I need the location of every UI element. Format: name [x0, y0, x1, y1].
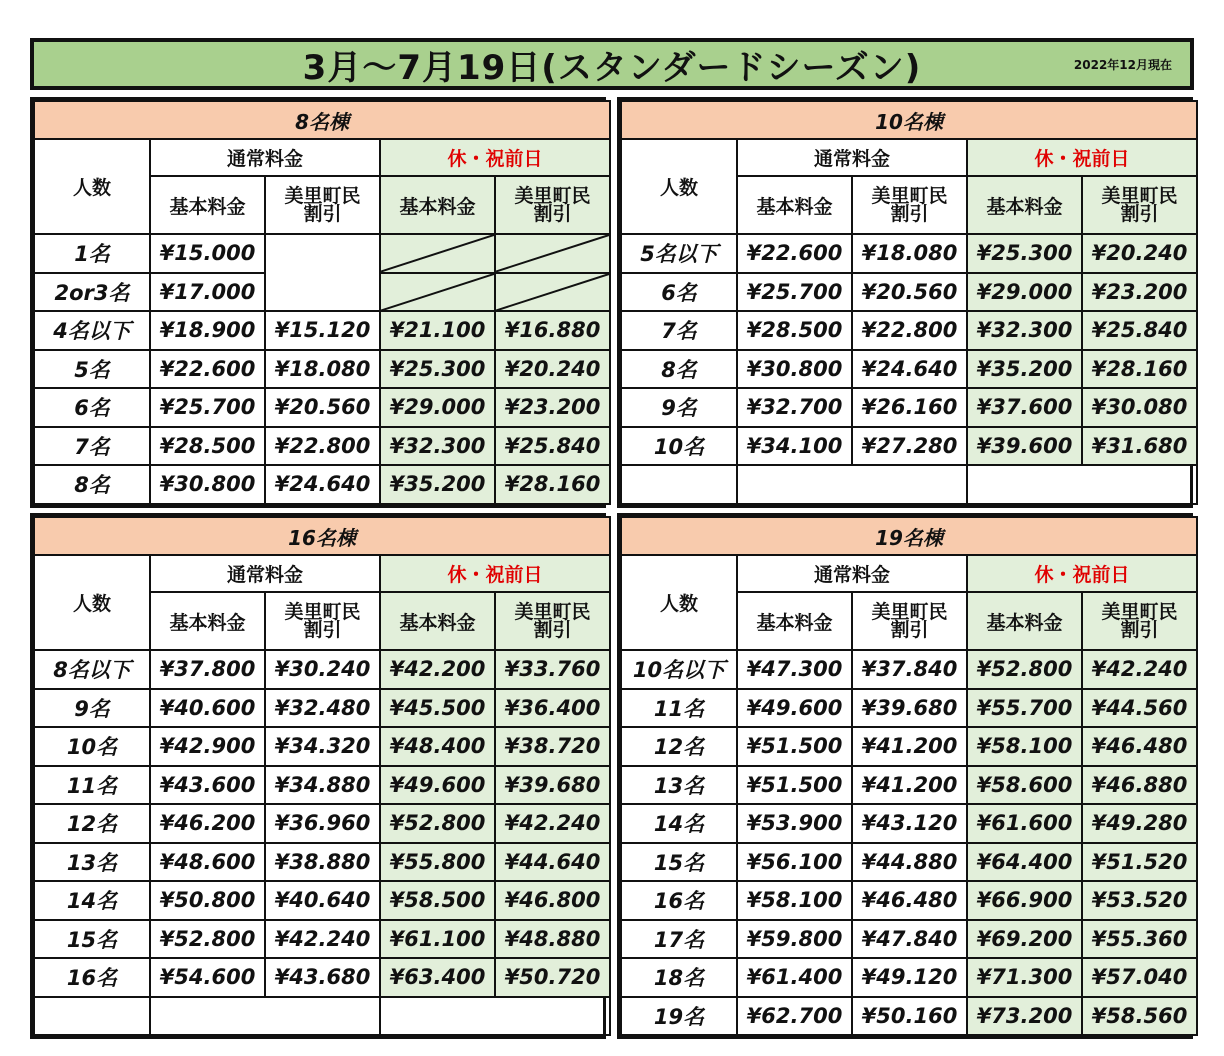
- header-holiday-discount: 美里町民 割引: [495, 176, 610, 234]
- holiday-discount-price: ¥28.160: [1082, 350, 1197, 389]
- base-price: ¥22.600: [150, 350, 265, 389]
- holiday-discount-price: ¥58.560: [1082, 997, 1197, 1036]
- holiday-discount-price: ¥25.840: [495, 427, 610, 466]
- people-cell: 11名: [34, 766, 150, 805]
- holiday-base-price: ¥64.400: [967, 843, 1082, 882]
- discount-price: ¥20.560: [265, 388, 380, 427]
- holiday-discount-price: ¥44.560: [1082, 689, 1197, 728]
- holiday-discount-price: ¥42.240: [495, 804, 610, 843]
- holiday-discount-price: ¥46.480: [1082, 727, 1197, 766]
- table-row: [621, 766, 1197, 805]
- block-name: 16名棟: [34, 517, 610, 555]
- holiday-discount-price: ¥23.200: [1082, 273, 1197, 312]
- discount-price: ¥24.640: [265, 465, 380, 504]
- discount-price: ¥39.680: [852, 689, 967, 728]
- holiday-discount-price: ¥31.680: [1082, 427, 1197, 466]
- empty-cell: [967, 465, 1197, 504]
- page-title: 3月～7月19日(スタンダードシーズン): [302, 47, 922, 88]
- base-price: ¥25.700: [737, 273, 852, 312]
- base-price: ¥46.200: [150, 804, 265, 843]
- table-row: [34, 427, 610, 466]
- as-of-date: 2022年12月現在: [1073, 58, 1172, 72]
- table-row: [34, 920, 610, 959]
- people-cell: 18名: [621, 958, 737, 997]
- not-applicable-cell: [495, 234, 610, 273]
- base-price: ¥51.500: [737, 766, 852, 805]
- empty-cell: [380, 997, 610, 1036]
- base-price: ¥17.000: [150, 273, 265, 312]
- discount-price: ¥43.680: [265, 958, 380, 997]
- discount-price: ¥34.880: [265, 766, 380, 805]
- holiday-discount-price: ¥46.880: [1082, 766, 1197, 805]
- table-row: [34, 650, 610, 689]
- not-applicable-cell: [380, 234, 495, 273]
- holiday-discount-price: ¥33.760: [495, 650, 610, 689]
- base-price: ¥47.300: [737, 650, 852, 689]
- header-holiday-discount: 美里町民 割引: [1082, 176, 1197, 234]
- table-row: [621, 843, 1197, 882]
- table-row: [34, 804, 610, 843]
- holiday-base-price: ¥58.100: [967, 727, 1082, 766]
- holiday-base-price: ¥32.300: [967, 311, 1082, 350]
- table-row: [34, 843, 610, 882]
- base-price: ¥42.900: [150, 727, 265, 766]
- people-cell: 7名: [34, 427, 150, 466]
- holiday-base-price: ¥61.600: [967, 804, 1082, 843]
- table-row: [621, 650, 1197, 689]
- header-discount: 美里町民 割引: [265, 592, 380, 650]
- empty-cell: [34, 997, 150, 1036]
- base-price: ¥51.500: [737, 727, 852, 766]
- discount-price: ¥20.560: [852, 273, 967, 312]
- holiday-base-price: ¥25.300: [380, 350, 495, 389]
- base-price: ¥18.900: [150, 311, 265, 350]
- header-people: 人数: [34, 139, 150, 234]
- holiday-discount-price: ¥38.720: [495, 727, 610, 766]
- base-price: ¥61.400: [737, 958, 852, 997]
- table-row: [34, 727, 610, 766]
- people-cell: 12名: [34, 804, 150, 843]
- empty-cell: [621, 465, 737, 504]
- header-regular: 通常料金: [737, 555, 967, 592]
- holiday-base-price: ¥35.200: [967, 350, 1082, 389]
- holiday-discount-price: ¥20.240: [1082, 234, 1197, 273]
- block-8-person-cabin: [30, 97, 606, 508]
- discount-price: ¥44.880: [852, 843, 967, 882]
- table-row: [621, 804, 1197, 843]
- table-row: [621, 881, 1197, 920]
- base-price: ¥58.100: [737, 881, 852, 920]
- people-cell: 9名: [621, 388, 737, 427]
- table-row: [621, 997, 1197, 1036]
- holiday-discount-price: ¥36.400: [495, 689, 610, 728]
- people-cell: 19名: [621, 997, 737, 1036]
- people-cell: 8名以下: [34, 650, 150, 689]
- table-row: [621, 958, 1197, 997]
- base-price: ¥22.600: [737, 234, 852, 273]
- holiday-base-price: ¥55.700: [967, 689, 1082, 728]
- base-price: ¥53.900: [737, 804, 852, 843]
- discount-price: ¥50.160: [852, 997, 967, 1036]
- people-cell: 11名: [621, 689, 737, 728]
- header-holiday: 休・祝前日: [380, 139, 610, 176]
- header-holiday: 休・祝前日: [967, 555, 1197, 592]
- people-cell: 10名以下: [621, 650, 737, 689]
- people-cell: 13名: [621, 766, 737, 805]
- empty-cell: [737, 465, 967, 504]
- header-base: 基本料金: [737, 592, 852, 650]
- header-base: 基本料金: [737, 176, 852, 234]
- holiday-base-price: ¥49.600: [380, 766, 495, 805]
- people-cell: 12名: [621, 727, 737, 766]
- holiday-base-price: ¥66.900: [967, 881, 1082, 920]
- holiday-discount-price: ¥28.160: [495, 465, 610, 504]
- discount-price: ¥30.240: [265, 650, 380, 689]
- page-title-bar: [30, 38, 1194, 90]
- price-table-10: [620, 100, 1198, 505]
- holiday-base-price: ¥52.800: [967, 650, 1082, 689]
- base-price: ¥37.800: [150, 650, 265, 689]
- table-row: [34, 881, 610, 920]
- discount-price: ¥27.280: [852, 427, 967, 466]
- table-row: [621, 920, 1197, 959]
- table-row: [34, 234, 610, 273]
- discount-price: ¥47.840: [852, 920, 967, 959]
- people-cell: 8名: [621, 350, 737, 389]
- people-cell: 14名: [621, 804, 737, 843]
- discount-price: ¥40.640: [265, 881, 380, 920]
- discount-price: ¥34.320: [265, 727, 380, 766]
- holiday-base-price: ¥35.200: [380, 465, 495, 504]
- discount-price: ¥15.120: [265, 311, 380, 350]
- people-cell: 17名: [621, 920, 737, 959]
- holiday-base-price: ¥32.300: [380, 427, 495, 466]
- table-row: [621, 234, 1197, 273]
- header-base: 基本料金: [150, 176, 265, 234]
- people-cell: 7名: [621, 311, 737, 350]
- holiday-base-price: ¥63.400: [380, 958, 495, 997]
- people-cell: 16名: [34, 958, 150, 997]
- holiday-discount-price: ¥25.840: [1082, 311, 1197, 350]
- table-row: [621, 273, 1197, 312]
- base-price: ¥48.600: [150, 843, 265, 882]
- header-holiday-base: 基本料金: [380, 176, 495, 234]
- holiday-discount-price: ¥49.280: [1082, 804, 1197, 843]
- holiday-base-price: ¥58.600: [967, 766, 1082, 805]
- base-price: ¥34.100: [737, 427, 852, 466]
- table-row: [621, 427, 1197, 466]
- base-price: ¥50.800: [150, 881, 265, 920]
- holiday-discount-price: ¥20.240: [495, 350, 610, 389]
- discount-price: ¥43.120: [852, 804, 967, 843]
- price-table-8: [33, 100, 611, 505]
- holiday-base-price: ¥29.000: [380, 388, 495, 427]
- discount-price: ¥41.200: [852, 766, 967, 805]
- table-row: [34, 689, 610, 728]
- people-cell: 6名: [621, 273, 737, 312]
- empty-cell: [150, 997, 380, 1036]
- people-cell: 6名: [34, 388, 150, 427]
- header-holiday-discount: 美里町民 割引: [495, 592, 610, 650]
- people-cell: 8名: [34, 465, 150, 504]
- header-regular: 通常料金: [737, 139, 967, 176]
- people-cell: 2or3名: [34, 273, 150, 312]
- holiday-base-price: ¥42.200: [380, 650, 495, 689]
- people-cell: 15名: [34, 920, 150, 959]
- base-price: ¥56.100: [737, 843, 852, 882]
- header-regular: 通常料金: [150, 139, 380, 176]
- holiday-discount-price: ¥50.720: [495, 958, 610, 997]
- discount-price: ¥22.800: [852, 311, 967, 350]
- holiday-discount-price: ¥42.240: [1082, 650, 1197, 689]
- holiday-base-price: ¥55.800: [380, 843, 495, 882]
- header-discount: 美里町民 割引: [852, 592, 967, 650]
- header-holiday-base: 基本料金: [967, 176, 1082, 234]
- table-row: [34, 766, 610, 805]
- price-table-16: [33, 516, 611, 1036]
- people-cell: 4名以下: [34, 311, 150, 350]
- discount-price: ¥38.880: [265, 843, 380, 882]
- table-row: [34, 388, 610, 427]
- discount-price: ¥18.080: [265, 350, 380, 389]
- holiday-discount-price: ¥46.800: [495, 881, 610, 920]
- empty-row: [621, 465, 1197, 504]
- base-price: ¥54.600: [150, 958, 265, 997]
- holiday-base-price: ¥52.800: [380, 804, 495, 843]
- table-row: [621, 689, 1197, 728]
- holiday-discount-price: ¥53.520: [1082, 881, 1197, 920]
- holiday-base-price: ¥21.100: [380, 311, 495, 350]
- discount-price: ¥41.200: [852, 727, 967, 766]
- block-name: 8名棟: [34, 101, 610, 139]
- people-cell: 10名: [621, 427, 737, 466]
- discount-price: ¥24.640: [852, 350, 967, 389]
- table-row: [621, 311, 1197, 350]
- header-people: 人数: [34, 555, 150, 650]
- people-cell: 5名: [34, 350, 150, 389]
- base-price: ¥43.600: [150, 766, 265, 805]
- header-holiday-discount: 美里町民 割引: [1082, 592, 1197, 650]
- holiday-base-price: ¥25.300: [967, 234, 1082, 273]
- discount-price: ¥22.800: [265, 427, 380, 466]
- discount-price: ¥36.960: [265, 804, 380, 843]
- table-row: [621, 388, 1197, 427]
- holiday-discount-price: ¥16.880: [495, 311, 610, 350]
- empty-cell: [265, 234, 380, 311]
- discount-price: ¥26.160: [852, 388, 967, 427]
- block-name: 10名棟: [621, 101, 1197, 139]
- base-price: ¥59.800: [737, 920, 852, 959]
- header-regular: 通常料金: [150, 555, 380, 592]
- holiday-base-price: ¥58.500: [380, 881, 495, 920]
- people-cell: 10名: [34, 727, 150, 766]
- base-price: ¥28.500: [150, 427, 265, 466]
- holiday-discount-price: ¥51.520: [1082, 843, 1197, 882]
- header-people: 人数: [621, 139, 737, 234]
- header-base: 基本料金: [150, 592, 265, 650]
- base-price: ¥49.600: [737, 689, 852, 728]
- holiday-discount-price: ¥39.680: [495, 766, 610, 805]
- discount-price: ¥49.120: [852, 958, 967, 997]
- header-holiday-base: 基本料金: [380, 592, 495, 650]
- holiday-base-price: ¥69.200: [967, 920, 1082, 959]
- people-cell: 1名: [34, 234, 150, 273]
- base-price: ¥52.800: [150, 920, 265, 959]
- header-holiday: 休・祝前日: [967, 139, 1197, 176]
- header-holiday-base: 基本料金: [967, 592, 1082, 650]
- base-price: ¥62.700: [737, 997, 852, 1036]
- header-discount: 美里町民 割引: [852, 176, 967, 234]
- table-row: [34, 958, 610, 997]
- discount-price: ¥18.080: [852, 234, 967, 273]
- header-people: 人数: [621, 555, 737, 650]
- not-applicable-cell: [495, 273, 610, 312]
- discount-price: ¥42.240: [265, 920, 380, 959]
- holiday-base-price: ¥39.600: [967, 427, 1082, 466]
- holiday-base-price: ¥29.000: [967, 273, 1082, 312]
- people-cell: 14名: [34, 881, 150, 920]
- discount-price: ¥37.840: [852, 650, 967, 689]
- empty-row: [34, 997, 610, 1036]
- holiday-discount-price: ¥48.880: [495, 920, 610, 959]
- block-name: 19名棟: [621, 517, 1197, 555]
- block-19-person-cabin: [617, 513, 1193, 1039]
- table-row: [621, 727, 1197, 766]
- people-cell: 13名: [34, 843, 150, 882]
- not-applicable-cell: [380, 273, 495, 312]
- holiday-base-price: ¥37.600: [967, 388, 1082, 427]
- people-cell: 16名: [621, 881, 737, 920]
- holiday-base-price: ¥61.100: [380, 920, 495, 959]
- holiday-discount-price: ¥55.360: [1082, 920, 1197, 959]
- holiday-discount-price: ¥30.080: [1082, 388, 1197, 427]
- people-cell: 9名: [34, 689, 150, 728]
- block-10-person-cabin: [617, 97, 1193, 508]
- holiday-discount-price: ¥57.040: [1082, 958, 1197, 997]
- base-price: ¥25.700: [150, 388, 265, 427]
- price-table-19: [620, 516, 1198, 1036]
- table-row: [621, 350, 1197, 389]
- base-price: ¥28.500: [737, 311, 852, 350]
- base-price: ¥30.800: [737, 350, 852, 389]
- table-row: [34, 465, 610, 504]
- base-price: ¥40.600: [150, 689, 265, 728]
- holiday-discount-price: ¥44.640: [495, 843, 610, 882]
- base-price: ¥15.000: [150, 234, 265, 273]
- header-discount: 美里町民 割引: [265, 176, 380, 234]
- holiday-base-price: ¥48.400: [380, 727, 495, 766]
- holiday-base-price: ¥71.300: [967, 958, 1082, 997]
- discount-price: ¥32.480: [265, 689, 380, 728]
- discount-price: ¥46.480: [852, 881, 967, 920]
- header-holiday: 休・祝前日: [380, 555, 610, 592]
- holiday-discount-price: ¥23.200: [495, 388, 610, 427]
- holiday-base-price: ¥73.200: [967, 997, 1082, 1036]
- table-row: [34, 350, 610, 389]
- people-cell: 5名以下: [621, 234, 737, 273]
- table-row: [34, 311, 610, 350]
- holiday-base-price: ¥45.500: [380, 689, 495, 728]
- base-price: ¥30.800: [150, 465, 265, 504]
- people-cell: 15名: [621, 843, 737, 882]
- base-price: ¥32.700: [737, 388, 852, 427]
- block-16-person-cabin: [30, 513, 606, 1039]
